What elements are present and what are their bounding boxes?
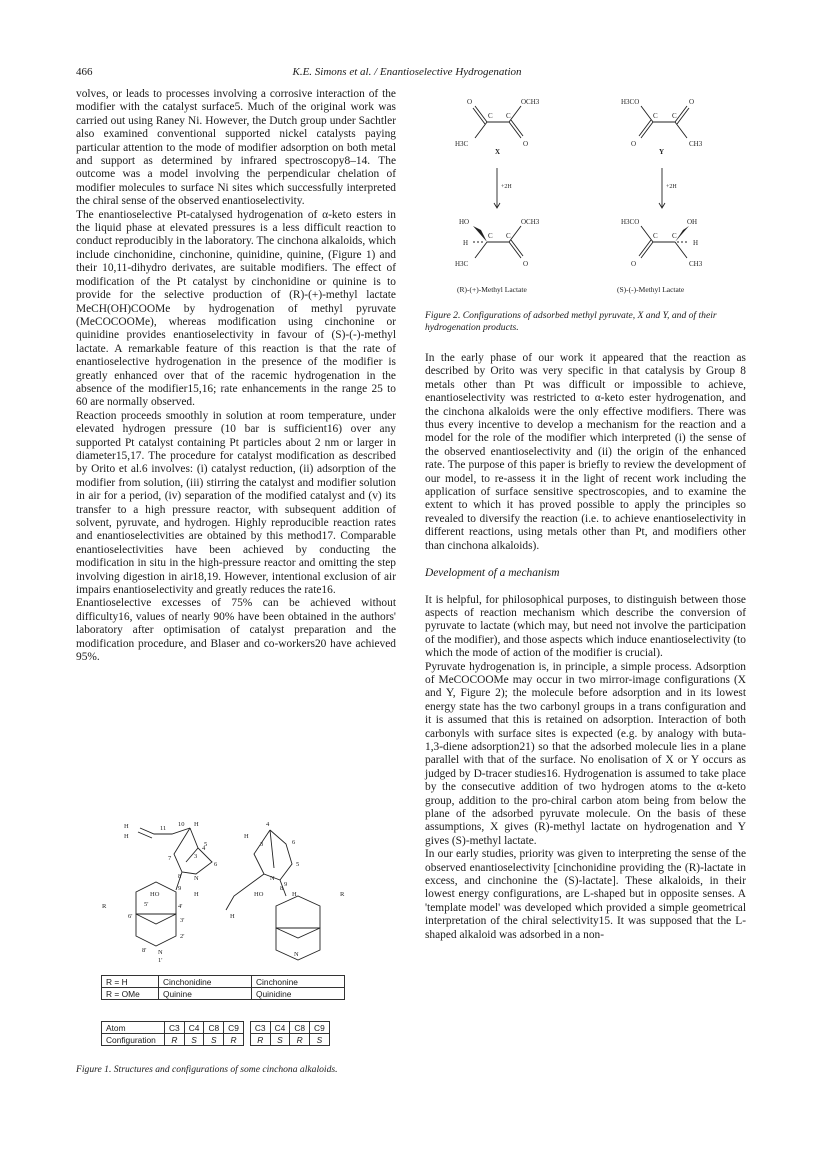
atom-label: R xyxy=(340,891,345,898)
atom-label: C xyxy=(506,112,511,120)
molecule-label-y: Y xyxy=(659,148,665,156)
atom-label: 5' xyxy=(144,901,149,908)
atom-label: 3 xyxy=(260,841,264,848)
atom-label: 10 xyxy=(178,821,185,828)
atom-label: H xyxy=(124,833,129,840)
paragraph: In the early phase of our work it appeared that the reaction as described by Orito was very specific in that catalysis by Group 8 metals other than Pt was difficult or impossible to achieve, enantioselectivity was restricted to α-keto ester hydrogenation, and the cinchona alkaloids were the only effective modifiers. There was thus every incentive to develop a mechanism for the reaction and a model for the role of the modifier which interpreted (i) the sense of the observed enantioselectivity and (ii) the origin of the enhanced rate. The purpose of this paper is briefly to review the development of our model, to re-assess it in the light of recent work including the application of surface sensitive spectroscopies, and to examine the extent to which it has proved possible to apply the principles so revealed to diversify the reaction (i.e. to achieve enantioselectivity in different reactions, using metals other than Pt, and modifiers other than cinchona alkaloids). xyxy=(425,352,746,552)
atom-label: 6 xyxy=(292,839,296,846)
atom-label: 3 xyxy=(194,853,198,860)
atom-label: C xyxy=(672,112,677,120)
table-cell: C3 xyxy=(165,1022,185,1034)
atom-label: H xyxy=(230,913,235,920)
alkaloid-names-table xyxy=(101,975,345,1000)
atom-label: H xyxy=(244,833,249,840)
atom-label: 8 xyxy=(178,873,182,880)
page-number: 466 xyxy=(76,66,93,78)
paragraph: Reaction proceeds smoothly in solution at room temperature, under elevated hydrogen pressure (10 bar is sufficient16) over any supported Pt catalyst containing Pt particles about 2 nm or larger in diameter15,17. The procedure for catalyst modification as described by Orito et al.6 involves: (i) catalyst reduction, (ii) adsorption of the modifier from solution, (iii) stirring the catalyst and modifier solution in air for a period, (iv) separation of the modified catalyst and (v) its transfer to a high pressure reactor, with subsequent addition of solvent, pyruvate, and hydrogen. Highly reproducible reaction rates and enantioselectivities are obtained by this method17. Comparable enantioselectivities have been achieved by conducting the modification in situ in the high-pressure reactor and omitting the step involving digestion in air18,19. However, intentional exclusion of air impairs enantioselectivity and greatly reduces the rate16. xyxy=(76,409,396,597)
atom-label: C xyxy=(653,232,658,240)
atom-label: H xyxy=(292,891,297,898)
page-header xyxy=(76,66,738,82)
atom-label: 9 xyxy=(284,881,288,888)
atom-label: H3CO xyxy=(621,98,640,106)
table-cell: Cinchonine xyxy=(252,976,345,988)
table-cell: Atom xyxy=(102,1022,165,1034)
atom-label: 4 xyxy=(202,845,206,852)
atom-label: H xyxy=(194,891,199,898)
table-cell: C4 xyxy=(270,1022,290,1034)
atom-label: 5 xyxy=(204,841,208,848)
paragraph: volves, or leads to processes involving a corrosive interaction of the modifier with the catalyst surface5. Much of the original work was carried out using Raney Ni. However, the Dutch group under Sachtler also examined conventional supported nickel catalysts paying particular attention to the mode of modifier adsorption on both metal and support as determined by infrared spectroscopy8–14. The outcome was a model involving the perpendicular chelation of modifier molecules to surface Ni sites which successfully interpreted the chiral sense of the observed enantioselectivity. xyxy=(76,88,396,208)
table-cell: C8 xyxy=(290,1022,310,1034)
atom-label: 4 xyxy=(266,821,270,828)
atom-label: C xyxy=(653,112,658,120)
table-spacer xyxy=(243,1022,250,1034)
left-column xyxy=(76,88,396,664)
table-cell: Cinchonidine xyxy=(159,976,252,988)
paragraph: It is helpful, for philosophical purposes, to distinguish between those aspects of reaction mechanism which describe the conversion of pyruvate to lactate (which may, but need not involve the participation of the modifier), and those aspects which induce enantioselectivity (to which the mode of action of the modifier is crucial). xyxy=(425,593,746,660)
atom-label: O xyxy=(523,140,529,148)
table-cell: C8 xyxy=(204,1022,224,1034)
atom-label: O xyxy=(631,140,637,148)
table-cell: R xyxy=(224,1034,244,1046)
table-spacer xyxy=(243,1034,250,1046)
table-row xyxy=(102,1022,330,1034)
atom-label: OCH3 xyxy=(521,98,540,106)
molecule-label-x: X xyxy=(495,148,501,156)
atom-label: N xyxy=(194,875,199,882)
product-label-s: (S)-(-)-Methyl Lactate xyxy=(617,285,685,294)
atom-label: 1' xyxy=(158,957,163,964)
atom-label: C xyxy=(488,112,493,120)
paragraph: Enantioselective excesses of 75% can be achieved without difficulty16, values of nearly 90% have been obtained in the authors' laboratory after optimisation of catalyst preparation and the modification procedure, and Blaser and co-workers20 have achieved 95%. xyxy=(76,597,396,664)
table-cell: Configuration xyxy=(102,1034,165,1046)
arrow-label: +2H xyxy=(666,184,677,190)
table-cell: C9 xyxy=(310,1022,330,1034)
atom-label: OCH3 xyxy=(521,218,540,226)
table-cell: S xyxy=(204,1034,224,1046)
atom-label: H xyxy=(463,239,469,247)
atom-label: 8 xyxy=(280,885,284,892)
atom-label: 3' xyxy=(180,917,185,924)
atom-label: 2' xyxy=(180,933,185,940)
table-cell: C4 xyxy=(184,1022,204,1034)
table-cell: Quinine xyxy=(159,988,252,1000)
paragraph: In our early studies, priority was given to interpreting the sense of the observed enantioselectivity [cinchonidine providing the (R)-lactate in excess, and cinchonine the (S)-lactate]. These alkaloids, in their lowest energy configurations, are L-shaped but in opposite senses. A 'template model' was developed which provided a simple geometrical interpretation of the chiral selectivity15. It was supposed that the L-shaped alkaloid was adsorbed in a non- xyxy=(425,848,746,941)
atom-label: 5 xyxy=(296,861,300,868)
atom-label: H3C xyxy=(455,260,469,268)
paragraph: The enantioselective Pt-catalysed hydrogenation of α-keto esters in the liquid phase at elevated pressures is a less difficult reaction to conduct reproducibly in the laboratory. The cinchona alkaloids, which include cinchonidine, cinchonine, quinidine, quinine, (Figure 1) and their 10,11-dihydro derivates, are suitable modifiers. The effect of modification of the Pt catalyst by cinchonidine or quinine is to provide for the selective production of (R)-(+)-methyl lactate MeCH(OH)COOMe by hydrogenation of methyl pyruvate (MeCOCOOMe), whereas modification using cinchonine or quinidine provides enantioselectivity in favour of (S)-(-)-methyl lactate. A remarkable feature of this reaction is that the rate of enantioselective hydrogenation in the presence of the modifier is greatly enhanced over that of the racemic hydrogenation in the absence of the modifier15,16; rate enhancements in the range 25 to 60 are normally observed. xyxy=(76,208,396,409)
table-cell: S xyxy=(184,1034,204,1046)
atom-label: H3CO xyxy=(621,218,640,226)
atom-label: HO xyxy=(254,891,264,898)
atom-label: CH3 xyxy=(689,140,703,148)
atom-label: 11 xyxy=(160,825,167,832)
atom-label: N xyxy=(294,951,299,958)
figure1-caption: Figure 1. Structures and configurations of some cinchona alkaloids. xyxy=(76,1064,338,1075)
atom-label: OH xyxy=(687,218,698,226)
figure1-structures xyxy=(94,810,364,965)
table-row xyxy=(102,988,345,1000)
atom-label: N xyxy=(270,875,275,882)
atom-label: R xyxy=(102,903,107,910)
atom-label: 7 xyxy=(168,855,172,862)
section-heading: Development of a mechanism xyxy=(425,567,560,580)
product-label-r: (R)-(+)-Methyl Lactate xyxy=(457,285,527,294)
paragraph: Pyruvate hydrogenation is, in principle, a simple process. Adsorption of MeCOCOOMe may occur in two mirror-image configurations (X and Y, Figure 2); the molecule before adsorption and in its lowest energy state has the two carbonyl groups in a trans configuration and it is assumed that this is retained on adsorption. Interaction of both carbonyls with surface sites is expected (e.g. by analogy with buta-1,3-diene adsorption21) so that the adsorbed molecule lies in a plane parallel with that of the surface. No enolisation of X or Y occurs as judged by D-tracer studies16. Hydrogenation is assumed to take place by the consecutive addition of two hydrogen atoms to the α-keto group, addition to the pro-chiral carbon atom being from below the plane of the adsorbed pyruvate molecule. On the basis of these assumptions, X gives (R)-methyl lactate on hydrogenation and Y gives (S)-methyl lactate. xyxy=(425,660,746,847)
table-cell: R = H xyxy=(102,976,159,988)
atom-label: C xyxy=(672,232,677,240)
atom-label: H xyxy=(124,823,129,830)
table-cell: R xyxy=(290,1034,310,1046)
atom-label: 6 xyxy=(214,861,218,868)
table-cell: S xyxy=(270,1034,290,1046)
table-cell: S xyxy=(310,1034,330,1046)
table-row xyxy=(102,976,345,988)
table-cell: C3 xyxy=(250,1022,270,1034)
table-cell: R = OMe xyxy=(102,988,159,1000)
right-column xyxy=(425,352,746,942)
table-row xyxy=(102,1034,330,1046)
atom-label: H3C xyxy=(455,140,469,148)
figure2-caption: Figure 2. Configurations of adsorbed methyl pyruvate, X and Y, and of their hydrogenation products. xyxy=(425,310,717,333)
atom-label: 6' xyxy=(128,913,133,920)
table-cell: R xyxy=(165,1034,185,1046)
table-cell: R xyxy=(250,1034,270,1046)
atom-label: H xyxy=(693,239,699,247)
atom-label: C xyxy=(506,232,511,240)
table-cell: C9 xyxy=(224,1022,244,1034)
atom-label: HO xyxy=(150,891,160,898)
table-cell: Quinidine xyxy=(252,988,345,1000)
atom-label: 9 xyxy=(178,885,182,892)
atom-label: CH3 xyxy=(689,260,703,268)
arrow-label: +2H xyxy=(501,184,512,190)
atom-label: O xyxy=(523,260,529,268)
atom-label: O xyxy=(631,260,637,268)
atom-label: O xyxy=(467,98,473,106)
atom-label: H xyxy=(194,821,199,828)
configuration-table xyxy=(101,1021,330,1046)
atom-label: 8' xyxy=(142,947,147,954)
atom-label: N xyxy=(158,949,163,956)
atom-label: HO xyxy=(459,218,470,226)
figure2-scheme xyxy=(425,92,745,297)
atom-label: C xyxy=(488,232,493,240)
atom-label: O xyxy=(689,98,695,106)
running-head: K.E. Simons et al. / Enantioselective Hydrogenation xyxy=(292,66,522,78)
atom-label: 4' xyxy=(178,903,183,910)
